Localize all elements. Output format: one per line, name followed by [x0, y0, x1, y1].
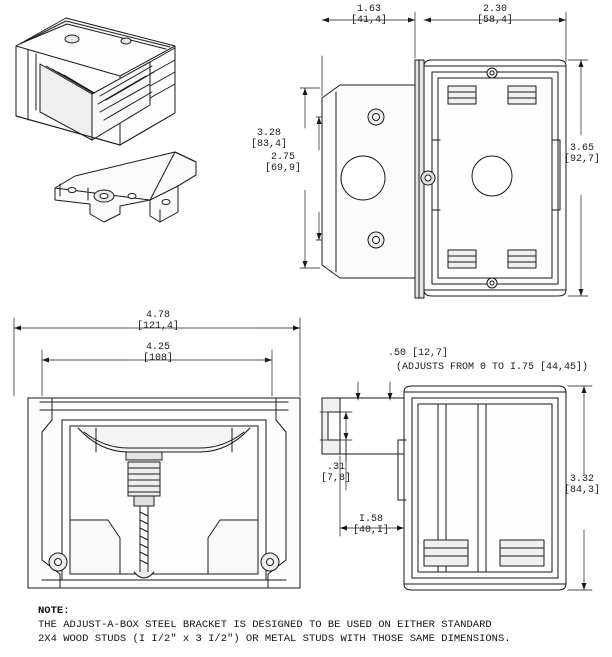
note-block: [38, 604, 598, 646]
top-plan-view: [322, 60, 566, 298]
dim-4-78: 4.78 [121,4]: [136, 310, 179, 332]
dim-0-31: .31 [7,8]: [320, 462, 351, 484]
dim-3-65: 3.65 [92,7]: [563, 143, 600, 165]
dim-2-30: 2.30 [58,4]: [476, 4, 513, 26]
isometric-box-view: [16, 18, 175, 145]
dim-1-58: I.58 [40,I]: [352, 514, 389, 536]
front-elevation-view: [28, 398, 300, 588]
isometric-bracket-view: [55, 152, 196, 222]
dim-3-32: 3.32 [84,3]: [563, 474, 600, 496]
dim-1-63: 1.63 [41,4]: [350, 4, 387, 26]
dim-2-75: 2.75 [69,9]: [264, 152, 301, 174]
note-line-1: THE ADJUST-A-BOX STEEL BRACKET IS DESIGNED TO BE USED ON EITHER STANDARD: [38, 619, 492, 631]
dim-adjust-range: (ADJUSTS FROM 0 TO I.75 [44,45]): [396, 362, 589, 373]
dim-3-28: 3.28 [83,4]: [250, 128, 287, 150]
note-line-2: 2X4 WOOD STUDS (I I/2" x 3 I/2") OR METAL STUDS WITH THOSE SAME DIMENSIONS.: [38, 633, 511, 645]
side-elevation-view: [322, 386, 566, 590]
dim-0-50: .50 [12,7]: [388, 348, 449, 359]
note-title: NOTE:: [38, 605, 70, 617]
dim-4-25: 4.25 [108]: [142, 342, 173, 364]
